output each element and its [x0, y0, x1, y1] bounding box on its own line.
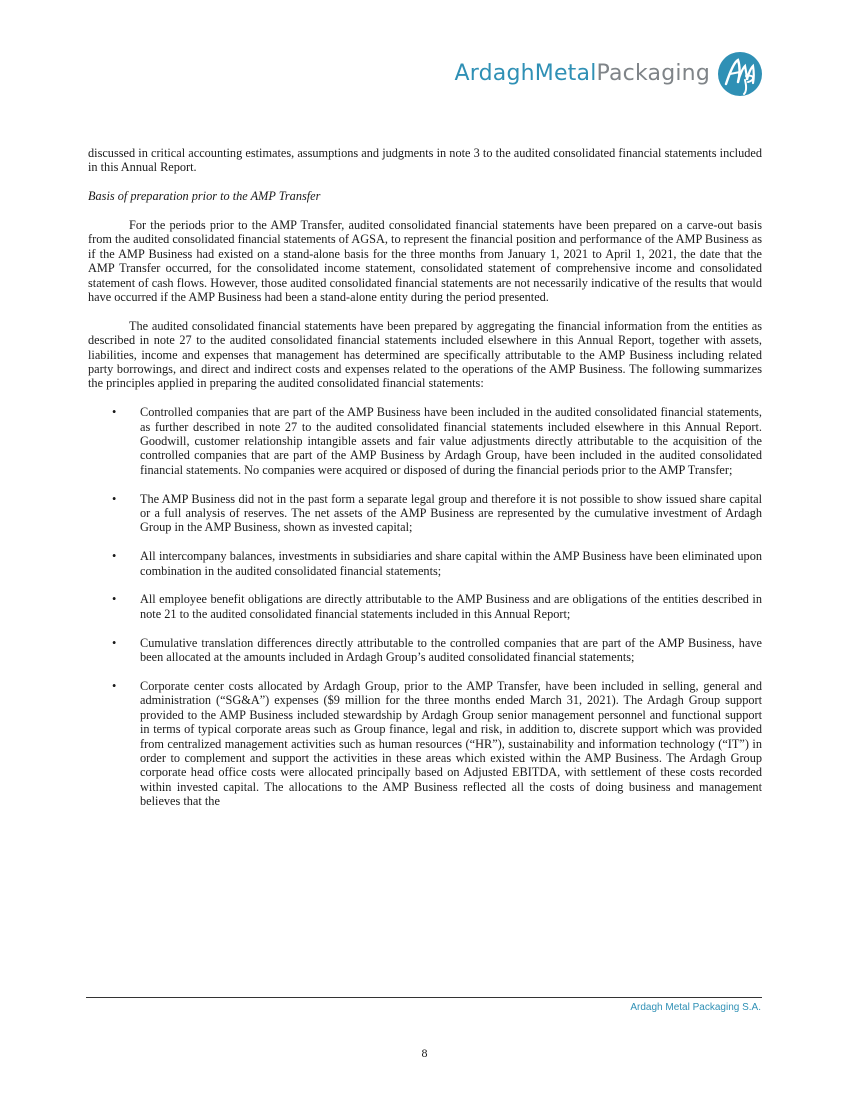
amp-monogram-icon — [716, 50, 764, 98]
list-item — [88, 492, 762, 535]
list-item-text: The AMP Business did not in the past form a separate legal group and therefore it is not possible to show issued share capital or a full analysis of reserves. The net assets of the AMP Business are represented by the cumulative investment of Ardagh Group in the AMP Business, shown as invested capital; — [140, 491, 762, 535]
bullet-icon: • — [112, 592, 117, 607]
bullet-icon: • — [112, 491, 117, 506]
page-number: 8 — [421, 1046, 428, 1060]
document-body — [88, 146, 762, 823]
bullet-icon: • — [112, 635, 117, 650]
list-item-text: Cumulative translation differences directly attributable to the controlled companies that are part of the AMP Business, have been allocated at the amounts included in Ardagh Group’s audited consolidated financial statements; — [140, 635, 762, 665]
section-heading: Basis of preparation prior to the AMP Transfer — [88, 189, 321, 204]
list-item-text: All employee benefit obligations are directly attributable to the AMP Business and are obligations of the entities described in note 21 to the audited consolidated financial statements included in this Annual Report; — [140, 592, 762, 621]
logo-word-metal: Metal — [534, 61, 597, 86]
list-item — [88, 405, 762, 477]
bullet-icon: • — [112, 405, 117, 420]
bullet-icon: • — [112, 549, 117, 564]
footer-company-name: Ardagh Metal Packaging S.A. — [630, 1002, 761, 1013]
principles-list — [88, 405, 762, 808]
paragraph-aggregation: The audited consolidated financial statements have been prepared by aggregating the financial information from the entities as described in note 27 to the audited consolidated financial statements included elsewhere in this Annual Report, together with assets, liabilities, income and expenses that management has determined are specifically attributable to the AMP Business including related party borrowings, and direct and indirect costs and expenses related to the operations of the AMP Business. The following summarizes the principles applied in preparing the audited consolidated financial statements: — [88, 318, 762, 391]
list-item — [88, 679, 762, 809]
logo-word-packaging: Packaging — [596, 61, 710, 86]
continued-paragraph: discussed in critical accounting estimates, assumptions and judgments in note 3 to the audited consolidated financial statements included in this Annual Report. — [88, 146, 762, 175]
company-logo — [455, 50, 765, 98]
list-item — [88, 592, 762, 621]
bullet-icon: • — [112, 678, 117, 693]
list-item — [88, 636, 762, 665]
logo-word-ardagh: Ardagh — [454, 61, 535, 86]
list-item — [88, 549, 762, 578]
list-item-text: Corporate center costs allocated by Ardagh Group, prior to the AMP Transfer, have been included in selling, general and administration (“SG&A”) expenses ($9 million for the three months ended March 31, 2021). The Ardagh Group support provided to the AMP Business included stewardship by Ardagh Group senior management personnel and functional support in terms of typical corporate areas such as Group finance, legal and risk, in addition to, discrete support which was provided from centralized management activities such as human resources (“HR”), sustainability and information technology (“IT”) in order to complement and support the activities in these areas which existed within the AMP Business. The Ardagh Group corporate head office costs were allocated principally based on Adjusted EBITDA, with settlement of these costs recorded within invested capital. The allocations to the AMP Business reflected all the costs of doing business and management believes that the — [140, 678, 762, 809]
footer-divider — [86, 997, 762, 998]
logo-wordmark — [455, 63, 711, 85]
paragraph-carve-out-basis: For the periods prior to the AMP Transfer, audited consolidated financial statements have been prepared on a carve-out basis from the audited consolidated financial statements of AGSA, to represent the financial position and performance of the AMP Business as if the AMP Business had existed on a stand-alone basis for the three months from January 1, 2021 to April 1, 2021, the date that the AMP Transfer occurred, for the consolidated income statement, consolidated statement of comprehensive income and consolidated statement of cash flows. However, those audited consolidated financial statements are not necessarily indicative of the results that would have occurred if the AMP Business had been a stand-alone entity during the period presented. — [88, 218, 762, 305]
list-item-text: All intercompany balances, investments in subsidiaries and share capital within the AMP Business have been eliminated upon combination in the audited consolidated financial statements; — [140, 549, 762, 578]
list-item-text: Controlled companies that are part of the AMP Business have been included in the audited consolidated financial statements, as further described in note 27 to the audited consolidated financial statements included elsewhere in this Annual Report. Goodwill, customer relationship intangible assets and fair value adjustments directly attributable to the acquisition of the controlled companies that are part of the AMP Business by Ardagh Group, have been included in the audited consolidated financial statements. No companies were acquired or disposed of during the financial periods prior to the AMP Transfer; — [140, 405, 762, 477]
